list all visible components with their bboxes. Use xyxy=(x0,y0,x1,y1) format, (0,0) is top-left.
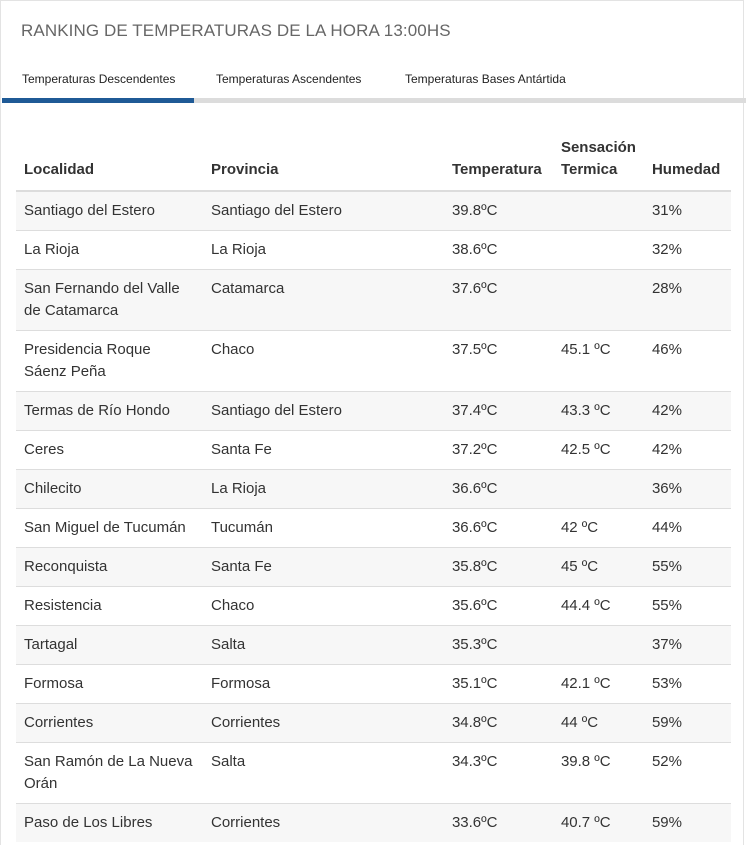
cell-sensacion: 44 ºC xyxy=(553,704,644,743)
page-title: RANKING DE TEMPERATURAS DE LA HORA 13:00HS xyxy=(21,21,451,40)
table-row xyxy=(16,470,731,509)
cell-localidad: San Fernando del Valle de Catamarca xyxy=(16,270,203,331)
cell-localidad: Presidencia Roque Sáenz Peña xyxy=(16,331,203,392)
cell-humedad: 42% xyxy=(644,392,731,431)
tab-temperaturas-ascendentes[interactable] xyxy=(216,65,361,103)
table-row xyxy=(16,392,731,431)
table-row xyxy=(16,743,731,804)
cell-provincia: Salta xyxy=(203,626,444,665)
header-sensacion-line2: Termica xyxy=(560,161,618,178)
cell-provincia: Santiago del Estero xyxy=(203,392,444,431)
cell-temperatura: 39.8ºC xyxy=(444,191,553,231)
tab-bar xyxy=(2,65,746,105)
table-row xyxy=(16,191,731,231)
cell-humedad: 53% xyxy=(644,665,731,704)
cell-humedad: 55% xyxy=(644,587,731,626)
header-provincia[interactable]: Provincia xyxy=(203,129,444,191)
cell-sensacion xyxy=(553,626,644,665)
cell-humedad: 44% xyxy=(644,509,731,548)
cell-localidad: San Ramón de La Nueva Orán xyxy=(16,743,203,804)
cell-sensacion xyxy=(553,231,644,270)
cell-temperatura: 36.6ºC xyxy=(444,470,553,509)
cell-sensacion xyxy=(553,270,644,331)
cell-humedad: 42% xyxy=(644,431,731,470)
cell-temperatura: 35.1ºC xyxy=(444,665,553,704)
table-row xyxy=(16,331,731,392)
cell-localidad: Resistencia xyxy=(16,587,203,626)
cell-provincia: Catamarca xyxy=(203,270,444,331)
cell-temperatura: 37.5ºC xyxy=(444,331,553,392)
cell-temperatura: 34.8ºC xyxy=(444,704,553,743)
cell-localidad: Tartagal xyxy=(16,626,203,665)
cell-temperatura: 37.2ºC xyxy=(444,431,553,470)
cell-sensacion: 45 ºC xyxy=(553,548,644,587)
cell-sensacion: 42.1 ºC xyxy=(553,665,644,704)
cell-provincia: Salta xyxy=(203,743,444,804)
table-row xyxy=(16,548,731,587)
cell-sensacion: 39.8 ºC xyxy=(553,743,644,804)
cell-provincia: Chaco xyxy=(203,331,444,392)
tab-temperaturas-bases-antartida[interactable] xyxy=(405,65,566,103)
header-localidad[interactable]: Localidad xyxy=(16,129,203,191)
cell-provincia: Santiago del Estero xyxy=(203,191,444,231)
cell-provincia: Formosa xyxy=(203,665,444,704)
tab-label: Temperaturas Descendentes xyxy=(22,72,176,86)
table-row xyxy=(16,804,731,843)
cell-temperatura: 35.3ºC xyxy=(444,626,553,665)
table-row xyxy=(16,704,731,743)
tab-label: Temperaturas Bases Antártida xyxy=(405,72,566,86)
cell-localidad: La Rioja xyxy=(16,231,203,270)
temperature-table xyxy=(16,129,731,842)
table-row xyxy=(16,270,731,331)
cell-humedad: 52% xyxy=(644,743,731,804)
table-row xyxy=(16,431,731,470)
header-humedad[interactable]: Humedad xyxy=(644,129,731,191)
cell-humedad: 59% xyxy=(644,704,731,743)
cell-sensacion: 42 ºC xyxy=(553,509,644,548)
cell-humedad: 59% xyxy=(644,804,731,843)
cell-sensacion xyxy=(553,470,644,509)
cell-sensacion: 42.5 ºC xyxy=(553,431,644,470)
cell-localidad: Corrientes xyxy=(16,704,203,743)
cell-provincia: Corrientes xyxy=(203,704,444,743)
cell-localidad: Reconquista xyxy=(16,548,203,587)
cell-temperatura: 38.6ºC xyxy=(444,231,553,270)
cell-provincia: Corrientes xyxy=(203,804,444,843)
cell-localidad: Chilecito xyxy=(16,470,203,509)
cell-humedad: 31% xyxy=(644,191,731,231)
tab-label: Temperaturas Ascendentes xyxy=(216,72,362,86)
header-sensacion-line1: Sensación xyxy=(560,139,636,156)
cell-humedad: 37% xyxy=(644,626,731,665)
cell-temperatura: 33.6ºC xyxy=(444,804,553,843)
cell-sensacion: 43.3 ºC xyxy=(553,392,644,431)
cell-provincia: La Rioja xyxy=(203,470,444,509)
cell-humedad: 28% xyxy=(644,270,731,331)
cell-localidad: Santiago del Estero xyxy=(16,191,203,231)
cell-localidad: Termas de Río Hondo xyxy=(16,392,203,431)
cell-sensacion xyxy=(553,191,644,231)
cell-sensacion: 45.1 ºC xyxy=(553,331,644,392)
cell-humedad: 55% xyxy=(644,548,731,587)
header-temperatura[interactable]: Temperatura xyxy=(444,129,553,191)
table-row xyxy=(16,587,731,626)
table-row xyxy=(16,665,731,704)
cell-humedad: 36% xyxy=(644,470,731,509)
table-header-row xyxy=(16,129,731,191)
table-row xyxy=(16,231,731,270)
table-row xyxy=(16,509,731,548)
cell-temperatura: 35.6ºC xyxy=(444,587,553,626)
cell-provincia: Santa Fe xyxy=(203,548,444,587)
header-sensacion-termica[interactable] xyxy=(553,129,644,191)
cell-provincia: La Rioja xyxy=(203,231,444,270)
cell-sensacion: 44.4 ºC xyxy=(553,587,644,626)
active-tab-indicator xyxy=(2,98,194,103)
cell-localidad: Ceres xyxy=(16,431,203,470)
cell-localidad: San Miguel de Tucumán xyxy=(16,509,203,548)
cell-temperatura: 37.4ºC xyxy=(444,392,553,431)
table-row xyxy=(16,626,731,665)
cell-provincia: Chaco xyxy=(203,587,444,626)
cell-temperatura: 35.8ºC xyxy=(444,548,553,587)
cell-localidad: Paso de Los Libres xyxy=(16,804,203,843)
cell-sensacion: 40.7 ºC xyxy=(553,804,644,843)
cell-temperatura: 34.3ºC xyxy=(444,743,553,804)
cell-temperatura: 36.6ºC xyxy=(444,509,553,548)
cell-humedad: 32% xyxy=(644,231,731,270)
cell-humedad: 46% xyxy=(644,331,731,392)
cell-temperatura: 37.6ºC xyxy=(444,270,553,331)
cell-provincia: Santa Fe xyxy=(203,431,444,470)
cell-localidad: Formosa xyxy=(16,665,203,704)
cell-provincia: Tucumán xyxy=(203,509,444,548)
